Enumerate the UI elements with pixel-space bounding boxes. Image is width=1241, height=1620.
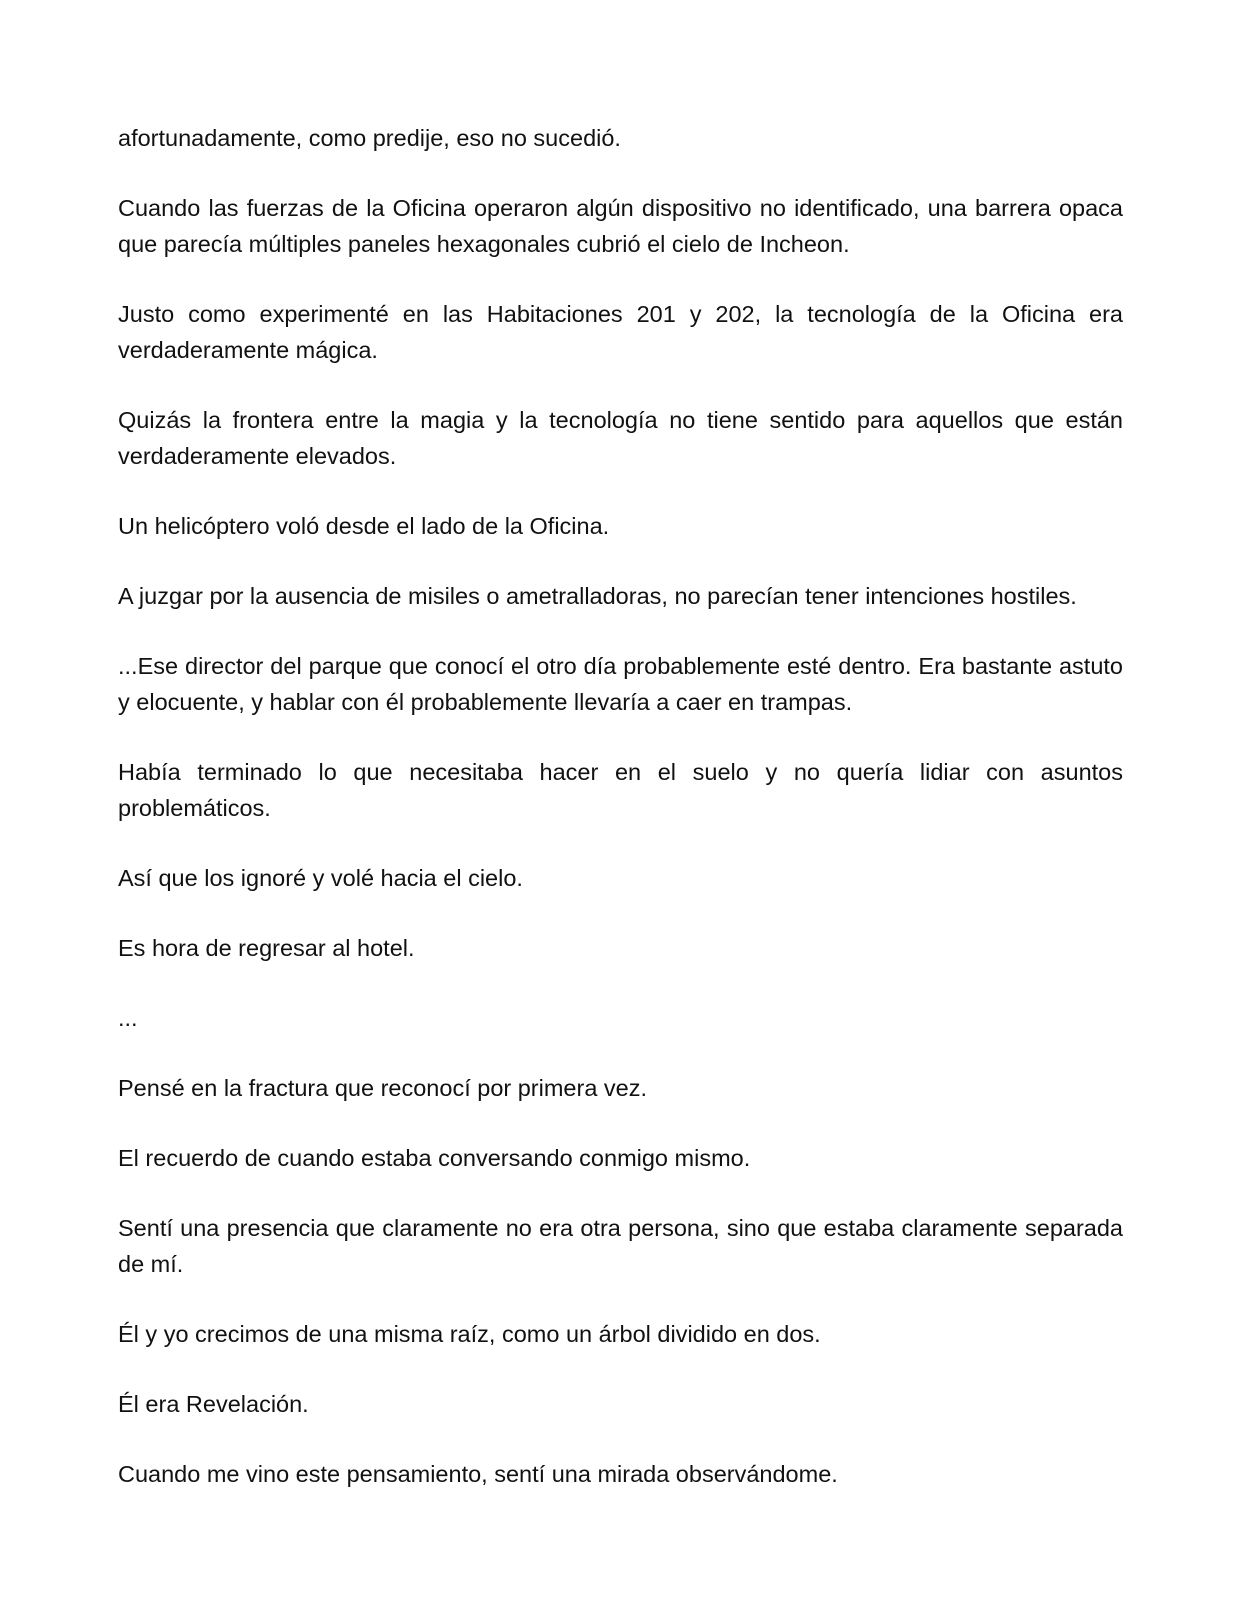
paragraph: El recuerdo de cuando estaba conversando conmigo mismo. — [118, 1145, 751, 1171]
paragraph: ...Ese director del parque que conocí el otro día probablemente esté dentro. Era bastante astuto y elocuente, y hablar con él probablemente llevaría a caer en trampas. — [118, 653, 1123, 715]
paragraph: A juzgar por la ausencia de misiles o ametralladoras, no parecían tener intenciones hostiles. — [118, 583, 1077, 609]
paragraph: Pensé en la fractura que reconocí por primera vez. — [118, 1075, 648, 1101]
paragraph: afortunadamente, como predije, eso no sucedió. — [118, 125, 621, 151]
paragraph: Cuando las fuerzas de la Oficina operaron algún dispositivo no identificado, una barrera opaca que parecía múltiples paneles hexagonales cubrió el cielo de Incheon. — [118, 195, 1123, 257]
paragraph: Él y yo crecimos de una misma raíz, como un árbol dividido en dos. — [118, 1321, 821, 1347]
paragraph: Es hora de regresar al hotel. — [118, 935, 415, 961]
paragraph: Un helicóptero voló desde el lado de la Oficina. — [118, 513, 610, 539]
paragraph: Sentí una presencia que claramente no era otra persona, sino que estaba claramente separada de mí. — [118, 1215, 1123, 1277]
paragraph: Quizás la frontera entre la magia y la tecnología no tiene sentido para aquellos que están verdaderamente elevados. — [118, 407, 1123, 469]
paragraph: ... — [118, 1005, 138, 1031]
paragraph: Así que los ignoré y volé hacia el cielo. — [118, 865, 523, 891]
document-body — [118, 120, 1123, 1526]
paragraph: Cuando me vino este pensamiento, sentí una mirada observándome. — [118, 1461, 838, 1487]
paragraph: Él era Revelación. — [118, 1391, 309, 1417]
paragraph: Justo como experimenté en las Habitaciones 201 y 202, la tecnología de la Oficina era verdaderamente mágica. — [118, 301, 1123, 363]
paragraph: Había terminado lo que necesitaba hacer en el suelo y no quería lidiar con asuntos problemáticos. — [118, 759, 1123, 821]
